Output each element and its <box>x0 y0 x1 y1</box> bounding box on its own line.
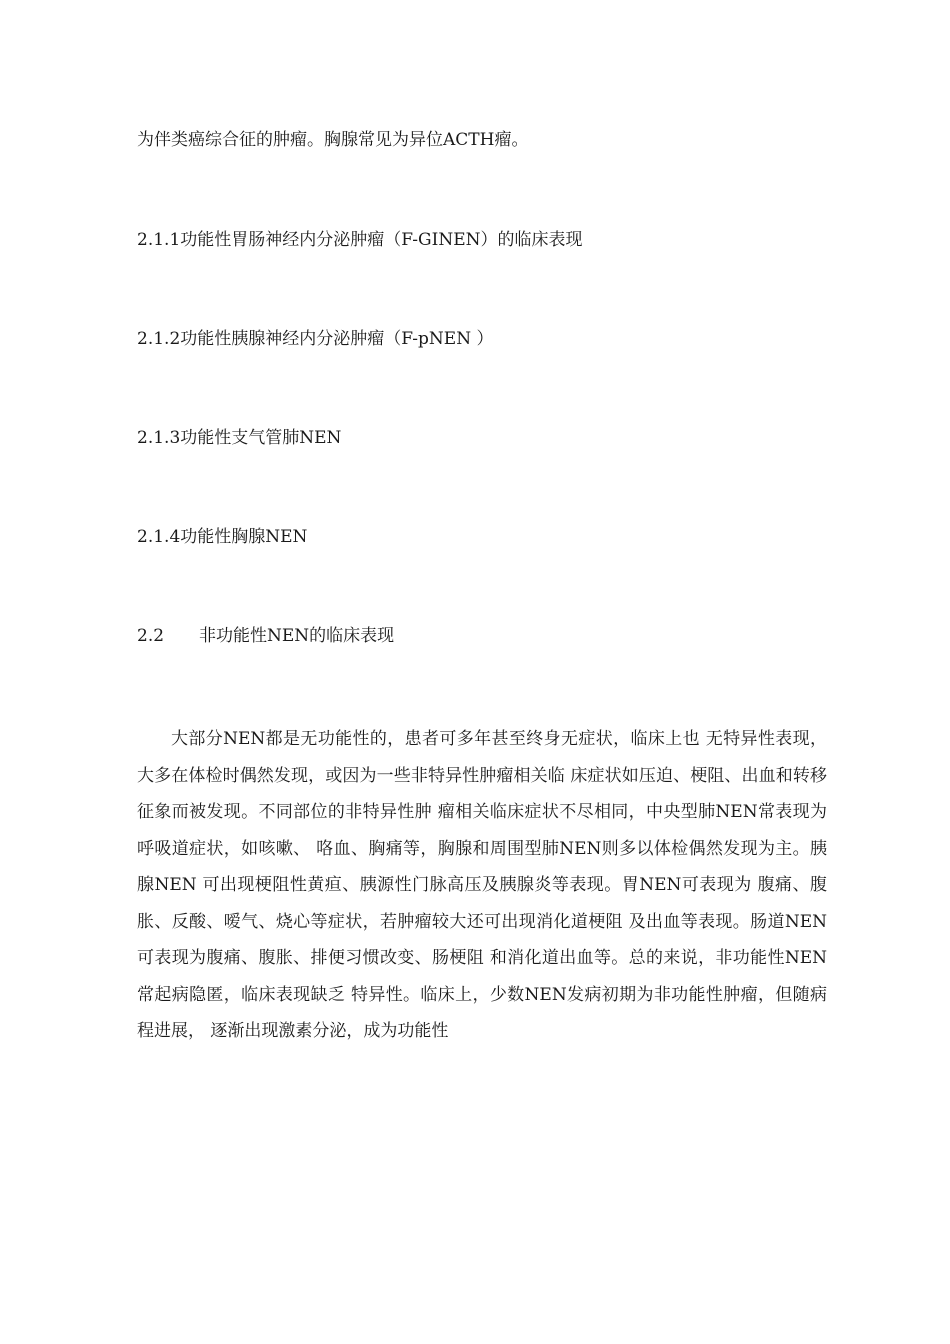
heading-2-1-4: 2.1.4功能性胸腺NEN <box>137 527 308 547</box>
body-paragraph: 大部分NEN都是无功能性的，患者可多年甚至终身无症状，临床上也 无特异性表现，大多在体检时偶然发现，或因为一些非特异性肿瘤相关临 床症状如压迫、梗阻、出血和转移征象而被发现。不同部位的非特异性肿 瘤相关临床症状不尽相同，中央型肺NEN常表现为呼吸道症状，如咳嗽、 咯血、胸痛等，胸腺和周围型肺NEN则多以体检偶然发现为主。胰腺NEN 可出现梗阻性黄疸、胰源性门脉高压及胰腺炎等表现。胃NEN可表现为 腹痛、腹胀、反酸、嗳气、烧心等症状，若肿瘤较大还可出现消化道梗阻 及出血等表现。肠道NEN可表现为腹痛、腹胀、排便习惯改变、肠梗阻 和消化道出血等。总的来说，非功能性NEN常起病隐匿，临床表现缺乏 特异性。临床上，少数NEN发病初期为非功能性肿瘤，但随病程进展， 逐渐出现激素分泌，成为功能性 <box>137 729 827 1041</box>
section-title: 非功能性NEN的临床表现 <box>199 626 395 646</box>
heading-2-1-3: 2.1.3功能性支气管肺NEN <box>137 428 342 448</box>
heading-2-1-1: 2.1.1功能性胃肠神经内分泌肿瘤（F-GINEN）的临床表现 <box>137 230 583 250</box>
intro-line: 为伴类癌综合征的肿瘤。胸腺常见为异位ACTH瘤。 <box>137 130 529 150</box>
heading-2-2 <box>137 626 394 646</box>
section-number: 2.2 <box>137 626 165 646</box>
heading-2-1-2: 2.1.2功能性胰腺神经内分泌肿瘤（F-pNEN ） <box>137 329 494 349</box>
